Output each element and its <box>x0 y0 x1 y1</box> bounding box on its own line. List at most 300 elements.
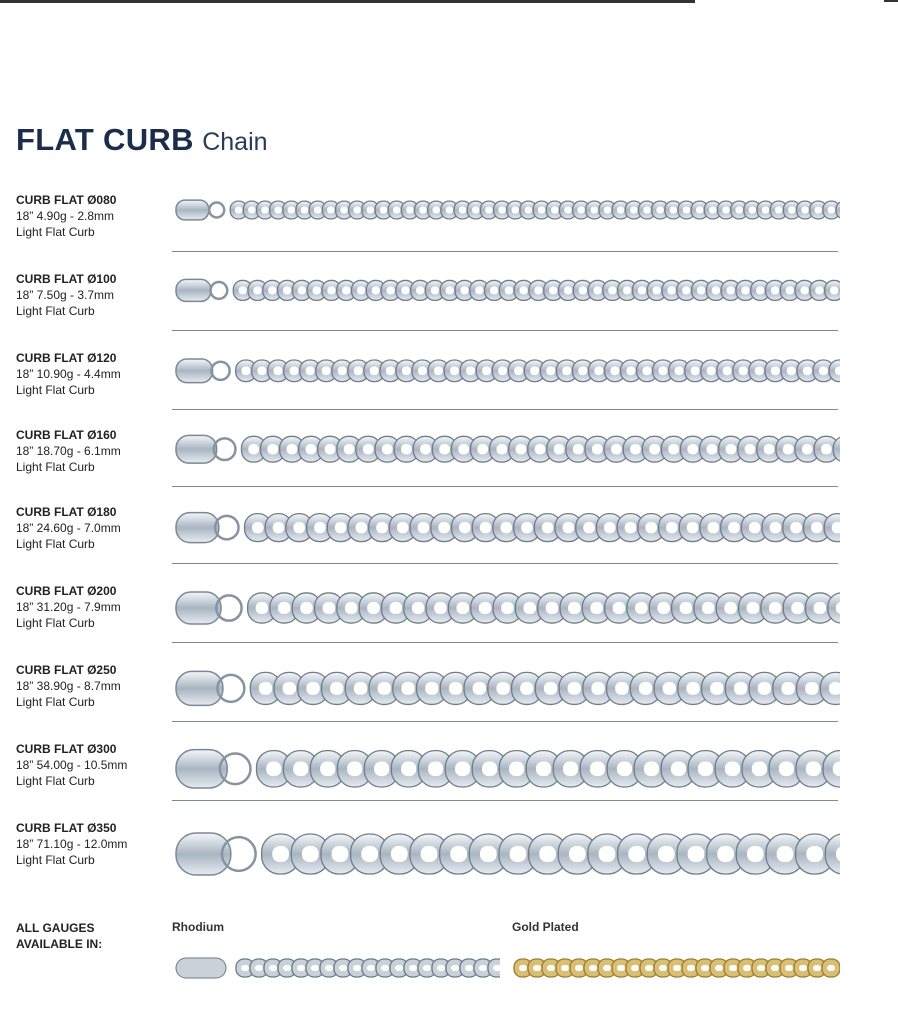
chain-link-hole <box>490 286 498 294</box>
chain-link-hole <box>520 682 533 695</box>
chain-link-hole <box>657 602 670 614</box>
chain-link-hole <box>626 366 635 375</box>
chain-link-hole <box>735 206 742 213</box>
chain-link-hole <box>722 206 729 213</box>
lobster-clasp <box>176 513 219 543</box>
chain-link-hole <box>611 444 622 454</box>
chain-link-hole <box>401 444 412 454</box>
chain-link-hole <box>248 206 255 213</box>
chain-link-hole <box>357 286 365 294</box>
chain-link-hole <box>775 206 782 213</box>
chain-link-hole <box>458 444 469 454</box>
chain-spec: 18” 31.20g - 7.9mm <box>16 600 121 614</box>
chain-link-hole <box>480 846 497 862</box>
chain-link-hole <box>561 965 569 971</box>
chain-link-hole <box>769 602 782 614</box>
chain-link-hole <box>709 206 716 213</box>
chain-link-hole <box>756 286 764 294</box>
chain-link-hole <box>538 206 545 213</box>
chain-link-hole <box>562 366 571 375</box>
chain-link-hole <box>724 602 737 614</box>
chain-link-hole <box>828 206 835 213</box>
chain-desc: Light Flat Curb <box>16 460 95 474</box>
chain-link-hole <box>575 965 583 971</box>
chain-spec: 18” 7.50g - 3.7mm <box>16 288 115 302</box>
chain-link-hole <box>465 965 473 971</box>
chain-link-hole <box>577 206 584 213</box>
chain-label <box>16 662 166 710</box>
chain-row <box>0 656 898 735</box>
chain-link-hole <box>536 762 551 777</box>
chain-link-hole <box>314 522 326 533</box>
chain-link-hole <box>603 965 611 971</box>
lobster-clasp <box>176 279 211 301</box>
chain-link-hole <box>706 444 717 454</box>
chain-link-hole <box>663 682 676 695</box>
chain-link-hole <box>501 602 514 614</box>
chain-link-hole <box>496 682 509 695</box>
chain-link-hole <box>803 366 812 375</box>
chain-link-hole <box>687 965 695 971</box>
chain-link-hole <box>498 366 507 375</box>
chain-link-hole <box>819 366 828 375</box>
chain-link-hole <box>788 206 795 213</box>
chain-link-hole <box>391 846 408 862</box>
chain-link-hole <box>725 762 740 777</box>
chain-link-hole <box>482 366 491 375</box>
chain-link-hole <box>479 602 492 614</box>
chain-label <box>16 192 166 240</box>
chain-link-hole <box>610 366 619 375</box>
chain-link-hole <box>475 286 483 294</box>
chain-desc: Light Flat Curb <box>16 853 95 867</box>
chain-label <box>16 820 166 868</box>
chain-link-hole <box>431 286 439 294</box>
chain-link-hole <box>283 965 291 971</box>
chain-name: CURB FLAT Ø100 <box>16 272 117 286</box>
chain-spec: 18” 54.00g - 10.5mm <box>16 758 128 772</box>
gauges-label <box>16 920 102 952</box>
title-light: Chain <box>202 128 268 156</box>
chain-link-hole <box>401 286 409 294</box>
chain-link-hole <box>466 366 475 375</box>
chain-link-hole <box>728 522 740 533</box>
chain-link-hole <box>520 286 528 294</box>
title-bold: FLAT CURB <box>16 122 194 157</box>
chain-desc: Light Flat Curb <box>16 695 95 709</box>
gauges-label-line1: ALL GAUGES <box>16 921 95 935</box>
chain-link-hole <box>446 286 454 294</box>
chain-link-hole <box>749 522 761 533</box>
chain-name: CURB FLAT Ø180 <box>16 505 117 519</box>
chain-row <box>0 735 898 814</box>
chain-link-hole <box>401 762 416 777</box>
chain-link-hole <box>479 965 487 971</box>
chain-label <box>16 583 166 631</box>
chain-row <box>0 344 898 423</box>
lobster-clasp <box>176 671 223 705</box>
chain-link-hole <box>459 206 466 213</box>
chain-link-hole <box>521 522 533 533</box>
chain-link-hole <box>434 366 443 375</box>
chain-link-hole <box>707 366 716 375</box>
chain-link-hole <box>293 762 308 777</box>
chain-link-hole <box>604 522 616 533</box>
chain-link-hole <box>739 366 748 375</box>
chain-link-hole <box>261 206 268 213</box>
chain-link-hole <box>252 522 264 533</box>
chain-link-hole <box>771 286 779 294</box>
chain-link-hole <box>805 682 818 695</box>
chain-link-hole <box>428 762 443 777</box>
chain-link-hole <box>322 366 331 375</box>
chain-link-hole <box>482 762 497 777</box>
chain-link-hole <box>758 682 771 695</box>
lobster-clasp <box>176 359 213 383</box>
chain-link-hole <box>450 366 459 375</box>
chain-link-hole <box>300 602 313 614</box>
chain-link-hole <box>667 286 675 294</box>
chain-link-hole <box>378 682 391 695</box>
chain-desc: Light Flat Curb <box>16 537 95 551</box>
chain-link-hole <box>514 366 523 375</box>
chain-link-hole <box>253 286 261 294</box>
chain-link-hole <box>419 206 426 213</box>
chain-link-hole <box>613 602 626 614</box>
chain-link-hole <box>546 366 555 375</box>
chain-link-hole <box>539 846 556 862</box>
page-title <box>16 122 268 158</box>
chain-link-hole <box>288 206 295 213</box>
chain-link-hole <box>547 965 555 971</box>
chain-link-hole <box>594 366 603 375</box>
top-rule <box>0 0 695 3</box>
swatch-chain-svg <box>510 946 840 990</box>
chain-link-hole <box>390 602 403 614</box>
chain-link-hole <box>578 366 587 375</box>
chain-link-hole <box>658 366 667 375</box>
chain-link-hole <box>412 602 425 614</box>
chain-link-hole <box>770 522 782 533</box>
chain-link-hole <box>563 762 578 777</box>
chain-link-hole <box>533 965 541 971</box>
chain-link-hole <box>573 444 584 454</box>
chain-link-hole <box>639 682 652 695</box>
chain-link-hole <box>477 444 488 454</box>
chain-link-hole <box>569 846 586 862</box>
chain-link-hole <box>505 286 513 294</box>
chain-link-hole <box>376 522 388 533</box>
chain-link-hole <box>741 286 749 294</box>
chain-row <box>0 577 898 656</box>
chain-link-hole <box>256 602 269 614</box>
chain-link-hole <box>314 206 321 213</box>
chain-link-hole <box>498 206 505 213</box>
chain-link-hole <box>771 366 780 375</box>
chain-link-hole <box>630 444 641 454</box>
chain-link-hole <box>325 444 336 454</box>
chain-link-hole <box>312 286 320 294</box>
chain-link-hole <box>749 206 756 213</box>
chain-link-hole <box>273 366 282 375</box>
row-divider <box>172 486 838 487</box>
chain-link-hole <box>257 366 266 375</box>
chain-link-hole <box>361 846 378 862</box>
chain-label <box>16 350 166 398</box>
chain-link-hole <box>395 965 403 971</box>
chain-link-hole <box>717 846 734 862</box>
chain-link-hole <box>418 366 427 375</box>
chain-link-hole <box>697 286 705 294</box>
chain-link-hole <box>327 286 335 294</box>
chain-link-hole <box>649 444 660 454</box>
chain-link-hole <box>696 206 703 213</box>
chain-link-hole <box>525 206 532 213</box>
chain-link-hole <box>267 444 278 454</box>
chain-link-hole <box>590 762 605 777</box>
chain-link-hole <box>446 206 453 213</box>
chain-link-hole <box>473 682 486 695</box>
chain-link-hole <box>386 366 395 375</box>
chain-link-hole <box>653 286 661 294</box>
chain-link-hole <box>726 444 737 454</box>
chain-link-hole <box>723 366 732 375</box>
chain-row <box>0 421 898 500</box>
chain-link-hole <box>393 206 400 213</box>
chain-link-hole <box>451 965 459 971</box>
chain-link-hole <box>439 444 450 454</box>
chain-link-hole <box>248 444 259 454</box>
jump-ring <box>209 203 224 218</box>
chain-link-hole <box>592 444 603 454</box>
chain-spec: 18” 71.10g - 12.0mm <box>16 837 128 851</box>
chain-link-hole <box>747 602 760 614</box>
chain-link-hole <box>325 965 333 971</box>
chain-link-hole <box>367 965 375 971</box>
chain-link-hole <box>743 965 751 971</box>
chain-link-hole <box>290 366 299 375</box>
chain-link-hole <box>549 286 557 294</box>
chain-link-hole <box>353 965 361 971</box>
chain-link-hole <box>372 286 380 294</box>
chain-link-hole <box>666 522 678 533</box>
chain-link-hole <box>519 965 527 971</box>
chain-link-hole <box>715 965 723 971</box>
chain-link-hole <box>283 682 296 695</box>
chain-link-hole <box>783 444 794 454</box>
chain-link-hole <box>516 444 527 454</box>
chain-link-hole <box>777 846 794 862</box>
chain-row <box>0 814 898 893</box>
chain-link-hole <box>298 286 306 294</box>
chain-link-hole <box>340 206 347 213</box>
chain-link-hole <box>668 444 679 454</box>
row-divider <box>172 800 838 801</box>
chain-desc: Light Flat Curb <box>16 304 95 318</box>
variant-gold-swatch <box>510 946 840 995</box>
chain-link-hole <box>645 522 657 533</box>
chain-link-hole <box>397 522 409 533</box>
chain-link-hole <box>374 762 389 777</box>
chain-desc: Light Flat Curb <box>16 383 95 397</box>
row-divider <box>172 642 838 643</box>
chain-link-hole <box>617 206 624 213</box>
chain-link-hole <box>787 366 796 375</box>
chain-link-hole <box>382 444 393 454</box>
chain-desc: Light Flat Curb <box>16 225 95 239</box>
chain-link-hole <box>814 206 821 213</box>
chain-link-hole <box>791 602 804 614</box>
chain-link-hole <box>512 206 519 213</box>
chain-image <box>172 814 840 890</box>
chain-link-hole <box>811 522 823 533</box>
chain-link-hole <box>500 522 512 533</box>
chain-link-hole <box>764 444 775 454</box>
chain-link-hole <box>239 286 247 294</box>
chain-link-hole <box>355 522 367 533</box>
chain-link-hole <box>306 444 317 454</box>
chain-link-hole <box>801 206 808 213</box>
chain-link-hole <box>747 846 764 862</box>
chain-link-hole <box>297 965 305 971</box>
chain-link-hole <box>727 286 735 294</box>
row-divider <box>172 251 838 252</box>
chain-link-hole <box>829 682 840 695</box>
chain-row <box>0 265 898 344</box>
jump-ring <box>210 282 227 299</box>
chain-desc: Light Flat Curb <box>16 616 95 630</box>
chain-link-hole <box>380 206 387 213</box>
chain-link-hole <box>802 444 813 454</box>
chain-link-hole <box>687 444 698 454</box>
chain-link-hole <box>363 444 374 454</box>
chain-name: CURB FLAT Ø160 <box>16 428 117 442</box>
row-divider <box>172 330 838 331</box>
variant-rhodium-label: Rhodium <box>172 920 224 934</box>
chain-link-hole <box>354 682 367 695</box>
chain-link-hole <box>418 522 430 533</box>
chain-link-hole <box>698 762 713 777</box>
chain-link-hole <box>568 602 581 614</box>
chain-link-hole <box>712 286 720 294</box>
chain-link-hole <box>683 206 690 213</box>
chain-link-hole <box>485 206 492 213</box>
lobster-clasp <box>176 435 217 463</box>
chain-link-hole <box>455 762 470 777</box>
chain-link-hole <box>416 286 424 294</box>
chain-spec: 18” 18.70g - 6.1mm <box>16 444 121 458</box>
chain-link-hole <box>367 602 380 614</box>
chain-link-hole <box>450 846 467 862</box>
chain-link-hole <box>367 206 374 213</box>
chain-desc: Light Flat Curb <box>16 774 95 788</box>
chain-row <box>0 186 898 265</box>
chain-link-hole <box>638 286 646 294</box>
chain-link-hole <box>335 522 347 533</box>
chain-link-hole <box>671 762 686 777</box>
lobster-clasp <box>176 592 221 624</box>
chain-name: CURB FLAT Ø120 <box>16 351 117 365</box>
chain-link-hole <box>645 965 653 971</box>
chain-row <box>0 498 898 577</box>
chain-name: CURB FLAT Ø300 <box>16 742 117 756</box>
chain-link-hole <box>323 602 336 614</box>
row-divider <box>172 563 838 564</box>
chain-link-hole <box>786 286 794 294</box>
chain-label <box>16 741 166 789</box>
chain-link-hole <box>259 682 272 695</box>
chain-link-hole <box>493 965 500 971</box>
chain-link-hole <box>534 286 542 294</box>
chain-link-hole <box>821 444 832 454</box>
chain-link-hole <box>579 286 587 294</box>
chain-link-hole <box>268 286 276 294</box>
chain-link-hole <box>762 206 769 213</box>
lobster-clasp <box>176 958 226 978</box>
chain-link-hole <box>381 965 389 971</box>
chain-link-hole <box>402 366 411 375</box>
chain-link-hole <box>813 965 821 971</box>
chain-link-hole <box>456 602 469 614</box>
chain-link-hole <box>496 444 507 454</box>
chain-link-hole <box>542 522 554 533</box>
chain-link-hole <box>781 682 794 695</box>
chain-link-hole <box>830 286 838 294</box>
chain-link-hole <box>530 366 539 375</box>
chain-link-hole <box>509 762 524 777</box>
chain-link-hole <box>599 846 616 862</box>
top-mark <box>884 0 898 2</box>
chain-link-hole <box>241 366 250 375</box>
chain-link-hole <box>623 286 631 294</box>
chain-link-hole <box>301 206 308 213</box>
row-divider <box>172 409 838 410</box>
chain-link-hole <box>425 682 438 695</box>
chain-link-hole <box>449 682 462 695</box>
chain-spec: 18” 24.60g - 7.0mm <box>16 521 121 535</box>
chain-spec: 18” 4.90g - 2.8mm <box>16 209 115 223</box>
chain-link-hole <box>644 762 659 777</box>
chain-link-hole <box>686 682 699 695</box>
chain-link-hole <box>266 762 281 777</box>
chain-link-hole <box>752 762 767 777</box>
chain-link-hole <box>800 286 808 294</box>
chain-link-hole <box>406 206 413 213</box>
chain-link-hole <box>563 522 575 533</box>
chain-link-hole <box>302 846 319 862</box>
chain-link-hole <box>757 965 765 971</box>
chain-link-hole <box>330 682 343 695</box>
chain-link-hole <box>785 965 793 971</box>
chain-link-hole <box>347 762 362 777</box>
chain-link-hole <box>656 206 663 213</box>
chain-link-hole <box>423 965 431 971</box>
chain-link-hole <box>283 286 291 294</box>
chain-spec: 18” 10.90g - 4.4mm <box>16 367 121 381</box>
chain-link-hole <box>353 206 360 213</box>
chain-link-hole <box>311 965 319 971</box>
chain-link-hole <box>675 366 684 375</box>
chain-link-hole <box>354 366 363 375</box>
chain-link-hole <box>707 522 719 533</box>
chain-link-hole <box>779 762 794 777</box>
chain-link-hole <box>642 366 651 375</box>
chain-link-hole <box>421 846 438 862</box>
chain-name: CURB FLAT Ø200 <box>16 584 117 598</box>
chain-link-hole <box>628 846 645 862</box>
chain-link-hole <box>658 846 675 862</box>
chain-link-hole <box>604 206 611 213</box>
